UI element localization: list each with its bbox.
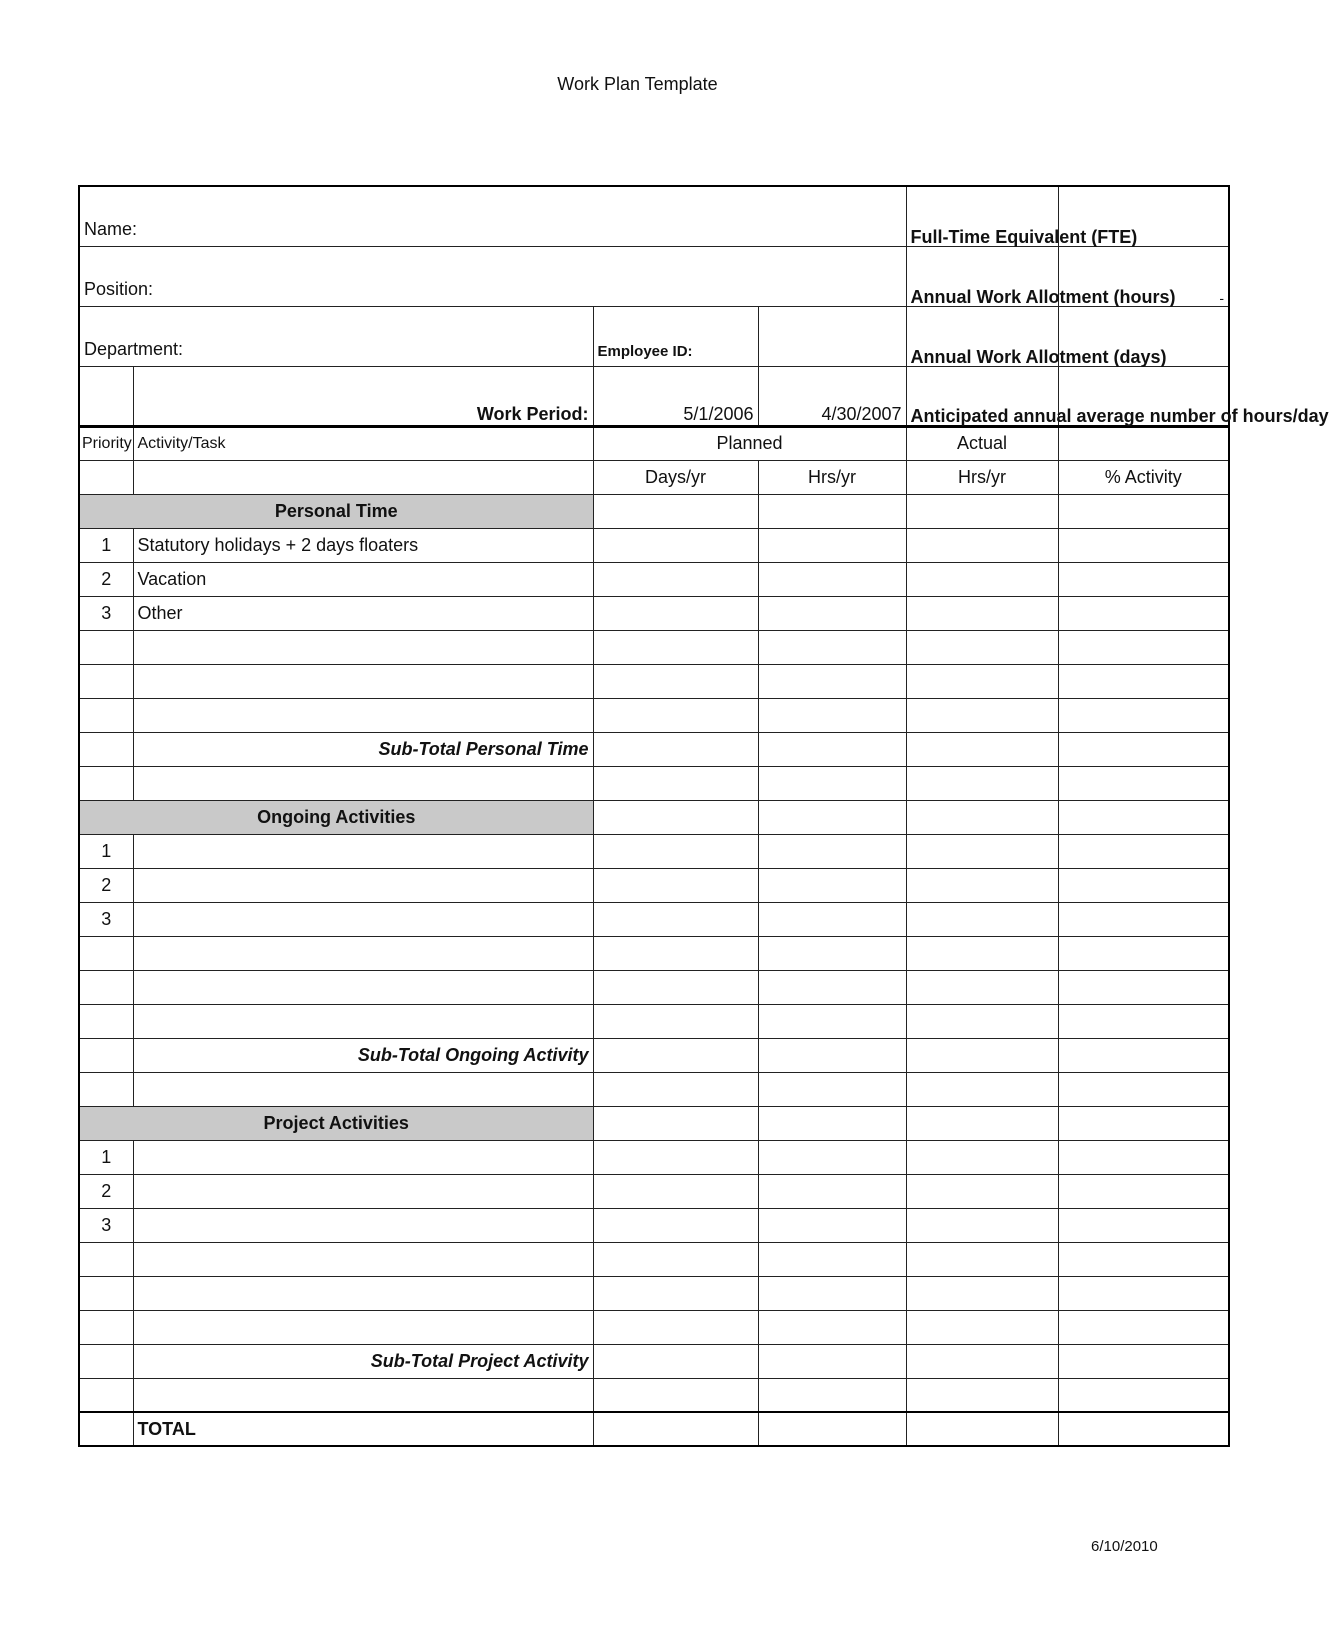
data-cell[interactable] bbox=[133, 766, 593, 800]
data-cell[interactable] bbox=[758, 698, 906, 732]
data-cell[interactable] bbox=[1058, 970, 1229, 1004]
data-cell[interactable] bbox=[906, 1140, 1058, 1174]
data-cell[interactable] bbox=[758, 528, 906, 562]
data-cell[interactable] bbox=[593, 1276, 758, 1310]
data-cell[interactable] bbox=[906, 732, 1058, 766]
priority-cell: 3 bbox=[79, 1208, 133, 1242]
data-cell[interactable] bbox=[593, 494, 758, 528]
section-title-project: Project Activities bbox=[79, 1106, 593, 1140]
data-cell[interactable] bbox=[758, 1106, 906, 1140]
data-cell[interactable] bbox=[1058, 766, 1229, 800]
position-label: Position: bbox=[84, 278, 154, 299]
data-cell[interactable] bbox=[79, 1310, 133, 1344]
hrs-yr-header: Hrs/yr bbox=[758, 460, 906, 494]
data-cell[interactable] bbox=[906, 1072, 1058, 1106]
data-cell[interactable] bbox=[758, 1140, 906, 1174]
data-cell[interactable] bbox=[758, 1378, 906, 1412]
task-cell[interactable] bbox=[133, 1208, 593, 1242]
data-cell bbox=[79, 1038, 133, 1072]
blank-cell bbox=[1058, 426, 1229, 460]
period-start[interactable]: 5/1/2006 bbox=[593, 366, 758, 426]
data-cell[interactable] bbox=[906, 1106, 1058, 1140]
data-cell[interactable] bbox=[593, 834, 758, 868]
avg-hours-label: Anticipated annual average number of hours/day bbox=[906, 366, 1058, 426]
annual-days-label: Annual Work Allotment (days) bbox=[906, 306, 1058, 366]
data-cell[interactable] bbox=[593, 1310, 758, 1344]
data-cell[interactable] bbox=[906, 494, 1058, 528]
total-label: TOTAL bbox=[133, 1412, 593, 1446]
data-cell[interactable] bbox=[133, 1378, 593, 1412]
data-cell[interactable] bbox=[758, 1038, 906, 1072]
priority-cell: 1 bbox=[79, 1140, 133, 1174]
data-cell[interactable] bbox=[906, 834, 1058, 868]
data-cell[interactable] bbox=[133, 664, 593, 698]
data-cell[interactable] bbox=[593, 1208, 758, 1242]
priority-cell: 3 bbox=[79, 902, 133, 936]
data-cell[interactable] bbox=[79, 1242, 133, 1276]
data-cell[interactable] bbox=[133, 1276, 593, 1310]
task-cell[interactable] bbox=[133, 1140, 593, 1174]
data-cell[interactable] bbox=[133, 630, 593, 664]
data-cell[interactable] bbox=[758, 596, 906, 630]
data-cell[interactable] bbox=[906, 1412, 1058, 1446]
activity-header: Activity/Task bbox=[133, 426, 593, 460]
data-cell[interactable] bbox=[593, 1106, 758, 1140]
work-plan-table bbox=[78, 185, 1329, 1447]
section-title-ongoing: Ongoing Activities bbox=[79, 800, 593, 834]
data-cell[interactable] bbox=[758, 800, 906, 834]
data-cell[interactable] bbox=[906, 1344, 1058, 1378]
task-cell[interactable] bbox=[133, 1174, 593, 1208]
data-cell[interactable] bbox=[133, 1242, 593, 1276]
employee-id-value-cell[interactable] bbox=[758, 306, 906, 366]
data-cell[interactable] bbox=[593, 528, 758, 562]
planned-header: Planned bbox=[593, 426, 906, 460]
priority-cell: 2 bbox=[79, 1174, 133, 1208]
data-cell[interactable] bbox=[906, 970, 1058, 1004]
data-cell bbox=[79, 1344, 133, 1378]
employee-id-label: Employee ID: bbox=[593, 306, 758, 366]
data-cell[interactable] bbox=[593, 630, 758, 664]
priority-cell: 1 bbox=[79, 834, 133, 868]
priority-cell: 2 bbox=[79, 868, 133, 902]
data-cell[interactable] bbox=[79, 698, 133, 732]
data-cell[interactable] bbox=[593, 698, 758, 732]
data-cell[interactable] bbox=[1058, 1344, 1229, 1378]
data-cell[interactable] bbox=[593, 1344, 758, 1378]
data-cell[interactable] bbox=[1058, 1140, 1229, 1174]
actual-hrs-yr-header: Hrs/yr bbox=[906, 460, 1058, 494]
data-cell[interactable] bbox=[758, 1174, 906, 1208]
data-cell[interactable] bbox=[1058, 1072, 1229, 1106]
data-cell[interactable] bbox=[758, 902, 906, 936]
data-cell[interactable] bbox=[593, 800, 758, 834]
department-label: Department: bbox=[84, 338, 184, 359]
data-cell[interactable] bbox=[758, 834, 906, 868]
data-cell[interactable] bbox=[1058, 596, 1229, 630]
data-cell[interactable] bbox=[758, 562, 906, 596]
data-cell[interactable] bbox=[1058, 698, 1229, 732]
data-cell[interactable] bbox=[133, 1004, 593, 1038]
data-cell[interactable] bbox=[906, 1242, 1058, 1276]
position-field[interactable] bbox=[79, 246, 906, 306]
data-cell[interactable] bbox=[758, 1344, 906, 1378]
footer-date: 6/10/2010 bbox=[1091, 1538, 1158, 1555]
data-cell[interactable] bbox=[758, 868, 906, 902]
data-cell[interactable] bbox=[906, 528, 1058, 562]
data-cell[interactable] bbox=[758, 1208, 906, 1242]
data-cell[interactable] bbox=[1058, 800, 1229, 834]
work-period-label: Work Period: bbox=[133, 366, 593, 426]
name-label: Name: bbox=[84, 218, 138, 239]
priority-cell: 2 bbox=[79, 562, 133, 596]
section-title-personal: Personal Time bbox=[79, 494, 593, 528]
data-cell[interactable] bbox=[906, 1276, 1058, 1310]
data-cell[interactable] bbox=[133, 1072, 593, 1106]
data-cell[interactable] bbox=[758, 1310, 906, 1344]
data-cell[interactable] bbox=[906, 1208, 1058, 1242]
data-cell[interactable] bbox=[593, 1174, 758, 1208]
data-cell[interactable] bbox=[758, 494, 906, 528]
pct-activity-header: % Activity bbox=[1058, 460, 1229, 494]
task-cell[interactable]: Other bbox=[133, 596, 593, 630]
data-cell[interactable] bbox=[1058, 732, 1229, 766]
data-cell[interactable] bbox=[593, 1378, 758, 1412]
data-cell[interactable] bbox=[79, 1072, 133, 1106]
priority-cell: 3 bbox=[79, 596, 133, 630]
data-cell[interactable] bbox=[593, 1038, 758, 1072]
data-cell[interactable] bbox=[593, 732, 758, 766]
data-cell[interactable] bbox=[906, 596, 1058, 630]
data-cell[interactable] bbox=[906, 698, 1058, 732]
data-cell[interactable] bbox=[593, 1004, 758, 1038]
fte-label: Full-Time Equivalent (FTE) bbox=[906, 186, 1058, 246]
task-cell[interactable] bbox=[133, 868, 593, 902]
data-cell[interactable] bbox=[906, 664, 1058, 698]
data-cell[interactable] bbox=[1058, 1106, 1229, 1140]
data-cell[interactable] bbox=[906, 562, 1058, 596]
task-cell[interactable] bbox=[133, 834, 593, 868]
data-cell[interactable] bbox=[1058, 902, 1229, 936]
data-cell[interactable] bbox=[758, 1072, 906, 1106]
subtotal-project-label: Sub-Total Project Activity bbox=[133, 1344, 593, 1378]
data-cell[interactable] bbox=[758, 1412, 906, 1446]
data-cell[interactable] bbox=[1058, 562, 1229, 596]
data-cell[interactable] bbox=[906, 936, 1058, 970]
annual-hours-label: Annual Work Allotment (hours) bbox=[906, 246, 1058, 306]
blank-cell bbox=[133, 460, 593, 494]
data-cell[interactable] bbox=[133, 698, 593, 732]
blank-cell bbox=[79, 460, 133, 494]
data-cell[interactable] bbox=[133, 1310, 593, 1344]
data-cell[interactable] bbox=[758, 664, 906, 698]
document-title: Work Plan Template bbox=[557, 74, 718, 94]
data-cell bbox=[79, 1412, 133, 1446]
data-cell[interactable] bbox=[79, 970, 133, 1004]
data-cell[interactable] bbox=[758, 766, 906, 800]
data-cell[interactable] bbox=[1058, 1174, 1229, 1208]
data-cell[interactable] bbox=[1058, 1004, 1229, 1038]
data-cell[interactable] bbox=[906, 1378, 1058, 1412]
data-cell[interactable] bbox=[1058, 1208, 1229, 1242]
data-cell[interactable] bbox=[79, 1004, 133, 1038]
data-cell[interactable] bbox=[1058, 868, 1229, 902]
data-cell[interactable] bbox=[1058, 630, 1229, 664]
data-cell[interactable] bbox=[133, 970, 593, 1004]
blank-cell bbox=[79, 366, 133, 426]
data-cell[interactable] bbox=[906, 766, 1058, 800]
priority-header: Priority bbox=[79, 426, 133, 460]
task-cell[interactable] bbox=[133, 902, 593, 936]
data-cell[interactable] bbox=[906, 1310, 1058, 1344]
data-cell[interactable] bbox=[593, 902, 758, 936]
days-yr-header: Days/yr bbox=[593, 460, 758, 494]
data-cell[interactable] bbox=[906, 800, 1058, 834]
data-cell[interactable] bbox=[906, 1038, 1058, 1072]
data-cell[interactable] bbox=[593, 936, 758, 970]
data-cell[interactable] bbox=[79, 1378, 133, 1412]
data-cell[interactable] bbox=[906, 630, 1058, 664]
task-cell[interactable]: Statutory holidays + 2 days floaters bbox=[133, 528, 593, 562]
subtotal-personal-label: Sub-Total Personal Time bbox=[133, 732, 593, 766]
data-cell[interactable] bbox=[79, 766, 133, 800]
data-cell[interactable] bbox=[758, 1276, 906, 1310]
data-cell[interactable] bbox=[593, 664, 758, 698]
data-cell[interactable] bbox=[133, 936, 593, 970]
data-cell[interactable] bbox=[593, 562, 758, 596]
data-cell[interactable] bbox=[1058, 1310, 1229, 1344]
data-cell[interactable] bbox=[593, 1072, 758, 1106]
data-cell[interactable] bbox=[593, 1412, 758, 1446]
data-cell[interactable] bbox=[593, 868, 758, 902]
subtotal-ongoing-label: Sub-Total Ongoing Activity bbox=[133, 1038, 593, 1072]
period-end[interactable]: 4/30/2007 bbox=[758, 366, 906, 426]
data-cell[interactable] bbox=[758, 970, 906, 1004]
data-cell[interactable] bbox=[906, 1004, 1058, 1038]
data-cell[interactable] bbox=[1058, 1242, 1229, 1276]
data-cell[interactable] bbox=[758, 1242, 906, 1276]
data-cell[interactable] bbox=[1058, 1412, 1229, 1446]
data-cell[interactable] bbox=[79, 630, 133, 664]
data-cell[interactable] bbox=[1058, 1378, 1229, 1412]
data-cell[interactable] bbox=[1058, 494, 1229, 528]
data-cell[interactable] bbox=[758, 630, 906, 664]
data-cell[interactable] bbox=[79, 936, 133, 970]
data-cell[interactable] bbox=[758, 732, 906, 766]
data-cell[interactable] bbox=[593, 1242, 758, 1276]
data-cell[interactable] bbox=[1058, 528, 1229, 562]
actual-header: Actual bbox=[906, 426, 1058, 460]
data-cell[interactable] bbox=[906, 1174, 1058, 1208]
name-field[interactable] bbox=[79, 186, 906, 246]
data-cell[interactable] bbox=[1058, 1276, 1229, 1310]
task-cell[interactable]: Vacation bbox=[133, 562, 593, 596]
data-cell[interactable] bbox=[758, 936, 906, 970]
priority-cell: 1 bbox=[79, 528, 133, 562]
annual-hours-value[interactable]: - bbox=[1058, 246, 1229, 306]
data-cell[interactable] bbox=[906, 868, 1058, 902]
data-cell[interactable] bbox=[593, 766, 758, 800]
data-cell[interactable] bbox=[1058, 1038, 1229, 1072]
data-cell[interactable] bbox=[1058, 936, 1229, 970]
data-cell[interactable] bbox=[1058, 834, 1229, 868]
data-cell[interactable] bbox=[79, 664, 133, 698]
department-field[interactable] bbox=[79, 306, 593, 366]
data-cell[interactable] bbox=[593, 970, 758, 1004]
data-cell[interactable] bbox=[593, 596, 758, 630]
data-cell[interactable] bbox=[906, 902, 1058, 936]
data-cell bbox=[79, 732, 133, 766]
data-cell[interactable] bbox=[758, 1004, 906, 1038]
data-cell[interactable] bbox=[79, 1276, 133, 1310]
data-cell[interactable] bbox=[593, 1140, 758, 1174]
data-cell[interactable] bbox=[1058, 664, 1229, 698]
